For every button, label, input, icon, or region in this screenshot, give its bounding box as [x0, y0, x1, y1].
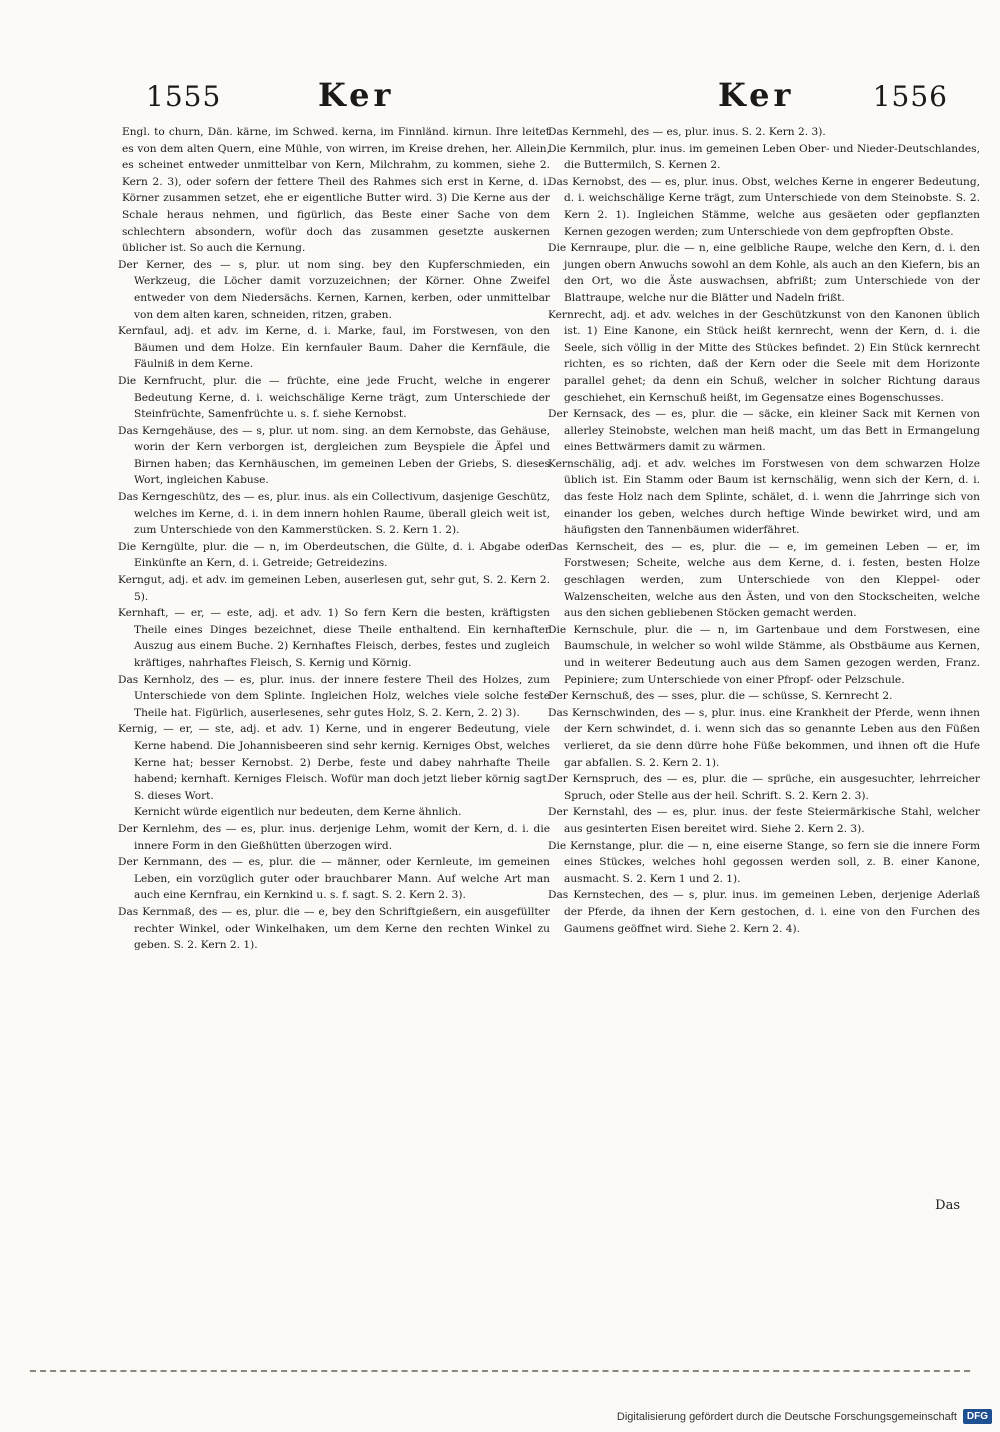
catchword: Das — [935, 1198, 960, 1213]
dfg-logo: DFG — [963, 1409, 992, 1424]
dictionary-entry: Kernig, — er, — ste, adj. et adv. 1) Kerne, und in engerer Bedeutung, viele Kerne habend. Die Johannisbeeren sind sehr kernig. Kerniges Obst, welches Kerne hat; besser Kernobst. 2) Derbe, feste und dabey nahrhafte Theile habend; kernhaft. Kerniges Fleisch. Wofür man doch jetzt lieber körnig sagt. S. dieses Wort. — [118, 723, 550, 802]
dictionary-entry: Das Kernholz, des — es, plur. inus. der innere festere Theil des Holzes, zum Unterschiede von dem Splinte. Ingleichen Holz, welches viele solche feste Theile hat. Figürlich, auserlesenes, sehr gutes Holz, S. 2. Kern, 2. 2) 3). — [118, 673, 550, 719]
dictionary-entry: Kernrecht, adj. et adv. welches in der Geschützkunst von den Kanonen üblich ist. 1) Eine Kanone, ein Stück heißt kernrecht, wenn der Kern, d. i. die Seele, sich völlig in der Mitte des Stückes befindet. 2) Ein Stück kernrecht richten, es so richten, daß der Kern oder die Seele mit dem Horizonte parallel gehet; da denn ein Schuß, welcher in solcher Richtung daraus geschiehet, ein Kernschuß heißt, im Gegensatze eines Bogenschusses. — [548, 308, 980, 404]
dictionary-entry: Kernfaul, adj. et adv. im Kerne, d. i. Marke, faul, im Forstwesen, von den Bäumen und dem Holze. Ein kernfauler Baum. Daher die Kernfäule, die Fäulniß in dem Kerne. — [118, 325, 550, 371]
dictionary-entry: Kerngut, adj. et adv. im gemeinen Leben, auserlesen gut, sehr gut, S. 2. Kern 2. 5). — [118, 574, 550, 603]
dictionary-entry: Das Kernscheit, des — es, plur. die — e, im gemeinen Leben — er, im Forstwesen; Scheite, welche aus dem Kerne, d. i. festen, besten Holze geschlagen werden, zum Unterschiede von den Kleppel- oder Walzenscheiten, welche aus den Ästen, und von den Stockscheiten, welche aus den sichen gebliebenen Stöcken gemacht werden. — [548, 540, 980, 620]
dictionary-entry: Das Kerngehäuse, des — s, plur. ut nom. sing. an dem Kernobste, das Gehäuse, worin der Kern verborgen ist, dergleichen zum Beyspiele die Äpfel und Birnen haben; das Kernhäuschen, im gemeinen Leben der Griebs, S. dieses Wort, ingleichen Kabuse. — [118, 424, 550, 487]
dictionary-entry: Kernhaft, — er, — este, adj. et adv. 1) So fern Kern die besten, kräftigsten Theile eines Dinges bezeichnet, diese Theile enthaltend. Ein kernhafter Auszug aus einem Buche. 2) Kernhaftes Fleisch, derbes, festes und zugleich kräftiges, nahrhaftes Fleisch, S. Kernig und Körnig. — [118, 607, 550, 669]
dictionary-entry: Der Kernspruch, des — es, plur. die — sprüche, ein ausgesuchter, lehrreicher Spruch, oder Stelle aus der heil. Schrift. S. 2. Kern 2. 3). — [548, 773, 980, 802]
dictionary-entry: Die Kernstange, plur. die — n, eine eiserne Stange, so fern sie die innere Form eines Stückes, welches hohl gegossen werden soll, z. B. einer Kanone, ausmacht. S. 2. Kern 1 und 2. 1). — [548, 839, 980, 885]
dictionary-entry: Das Kernmehl, des — es, plur. inus. S. 2. Kern 2. 3). — [548, 126, 826, 138]
right-column — [548, 124, 980, 937]
dictionary-entry: Das Kernmaß, des — es, plur. die — e, bey den Schriftgießern, ein ausgefüllter rechter Winkel, oder Winkelhaken, um dem Kerne den rechten Winkel zu geben. S. 2. Kern 2. 1). — [118, 905, 550, 952]
running-header-left: Ker — [318, 76, 395, 114]
dictionary-entry: Kernschälig, adj. et adv. welches im Forstwesen von dem schwarzen Holze üblich ist. Ein Stamm oder Baum ist kernschälig, wenn sich der Kern, d. i. das feste Holz nach dem Splinte, schälet, d. i. wenn die Jahrringe sich von einander los geben, welches durch heftige Winde bewirket wird, und am häufigsten den Tannenbäumen widerfähret. — [548, 457, 980, 537]
left-column — [118, 124, 550, 954]
dictionary-entry: Die Kernfrucht, plur. die — früchte, eine jede Frucht, welche in engerer Bedeutung Kerne, d. i. weichschälige Kerne trägt, zum Unterschiede der Steinfrüchte, Samenfrüchte u. s. f. siehe Kernobst. — [118, 374, 550, 421]
dictionary-entry: Das Kernschwinden, des — s, plur. inus. eine Krankheit der Pferde, wenn ihnen der Kern schwindet, d. i. wenn sich das so genannte Leben aus den Füßen verlieret, da sie denn dürre hohe Füße bekommen, und ihnen oft die Hufe gar abfallen. S. 2. Kern 2. 1). — [548, 706, 980, 769]
footer — [617, 1409, 992, 1424]
dictionary-entry: Der Kernschuß, des — sses, plur. die — schüsse, S. Kernrecht 2. — [548, 690, 893, 703]
dictionary-entry: Kernicht würde eigentlich nur bedeuten, dem Kerne ähnlich. — [134, 806, 462, 819]
dictionary-entry: Das Kernstechen, des — s, plur. inus. im gemeinen Leben, derjenige Aderlaß der Pferde, da ihnen der Kern gestochen, d. i. eine von den Furchen des Gaumens geöffnet wird. Siehe 2. Kern 2. 4). — [548, 889, 980, 935]
page-edge-line — [30, 1370, 970, 1374]
running-header-right: Ker — [718, 76, 795, 114]
dictionary-entry: Das Kernobst, des — es, plur. inus. Obst, welches Kerne in engerer Bedeutung, d. i. weichschälige Kerne trägt, zum Unterschiede von dem Steinobste. S. 2. Kern 2. 1). Ingleichen Stämme, welche aus gesäeten oder gepflanzten Kernen gezogen werden; zum Unterschiede von dem gepfropften Obste. — [548, 175, 980, 238]
funding-note: Digitalisierung gefördert durch die Deutsche Forschungsgemeinschaft — [616, 1410, 957, 1423]
dictionary-entry: Die Kernraupe, plur. die — n, eine gelbliche Raupe, welche den Kern, d. i. den jungen obern Anwuchs sowohl an dem Kohle, als auch an den Kiefern, bis an den Ort, wo die Äste auswachsen, abfrißt; zum Unterschiede von der Blattraupe, welche nur die Blätter und Nadeln frißt. — [548, 242, 980, 304]
dictionary-entry: Die Kernschule, plur. die — n, im Gartenbaue und dem Forstwesen, eine Baumschule, in welcher so wohl wilde Stämme, als Obstbäume aus Kernen, und in weiterer Bedeutung auch aus dem Samen gezogen werden, Franz. Pepiniere; zum Unterschiede von einer Pfropf- oder Pelzschule. — [548, 623, 980, 686]
page-number-right: 1556 — [872, 80, 948, 113]
dictionary-entry: Der Kernlehm, des — es, plur. inus. derjenige Lehm, womit der Kern, d. i. die innere Form in den Gießhütten überzogen wird. — [118, 822, 550, 852]
dictionary-entry: Der Kernmann, des — es, plur. die — männer, oder Kernleute, im gemeinen Leben, ein vorzüglich guter oder brauchbarer Mann. Auf welche Art man auch eine Kernfrau, ein Kernkind u. s. f. sagt. S. 2. Kern 2. 3). — [118, 856, 550, 902]
dictionary-entry: Der Kernsack, des — es, plur. die — säcke, ein kleiner Sack mit Kernen von allerley Steinobste, welchen man heiß macht, um das Bett in Ermangelung eines Bettwärmers damit zu wärmen. — [548, 408, 980, 454]
dictionary-entry: Der Kernstahl, des — es, plur. inus. der feste Steiermärkische Stahl, welcher aus gesinterten Eisen bereitet wird. Siehe 2. Kern 2. 3). — [548, 806, 980, 835]
dictionary-entry: Der Kerner, des — s, plur. ut nom sing. bey den Kupferschmieden, ein Werkzeug, die Löcher damit vorzuzeichnen; der Körner. Ohne Zweifel entweder von dem Niedersächs. Kernen, Karnen, kerben, oder unmittelbar von dem alten karen, schneiden, ritzen, graben. — [118, 258, 550, 321]
dictionary-entry: Das Kerngeschütz, des — es, plur. inus. als ein Collectivum, dasjenige Geschütz, welches im Kerne, d. i. in dem innern hohlen Raume, überall gleich weit ist, zum Unterschiede von den Kammerstücken. S. 2. Kern 1. 2). — [118, 491, 550, 537]
page-number-left: 1555 — [146, 80, 222, 113]
dictionary-entry: Engl. to churn, Dän. kärne, im Schwed. kerna, im Finnländ. kirnun. Ihre leitet es von dem alten Quern, eine Mühle, von wirren, im Kreise drehen, her. Allein, es scheinet entweder unmittelbar von Kern, Milchrahm, zu kommen, siehe 2. Kern 2. 3), oder sofern der fettere Theil des Rahmes sich erst in Kerne, d. i. Körner zusammen setzet, ehe er eigentliche Butter wird. 3) Die Kerne aus der Schale heraus nehmen, und figürlich, das Beste einer Sache von dem schlechtern absondern, wofür doch das zusammen gesetzte auskernen üblicher ist. So auch die Kernung. — [122, 126, 550, 255]
dictionary-entry: Die Kerngülte, plur. die — n, im Oberdeutschen, die Gülte, d. i. Abgabe oder Einkünfte an Kern, d. i. Getreide; Getreidezins. — [118, 540, 550, 570]
dictionary-entry: Die Kernmilch, plur. inus. im gemeinen Leben Ober- und Nieder-Deutschlandes, die Buttermilch, S. Kernen 2. — [548, 142, 980, 172]
